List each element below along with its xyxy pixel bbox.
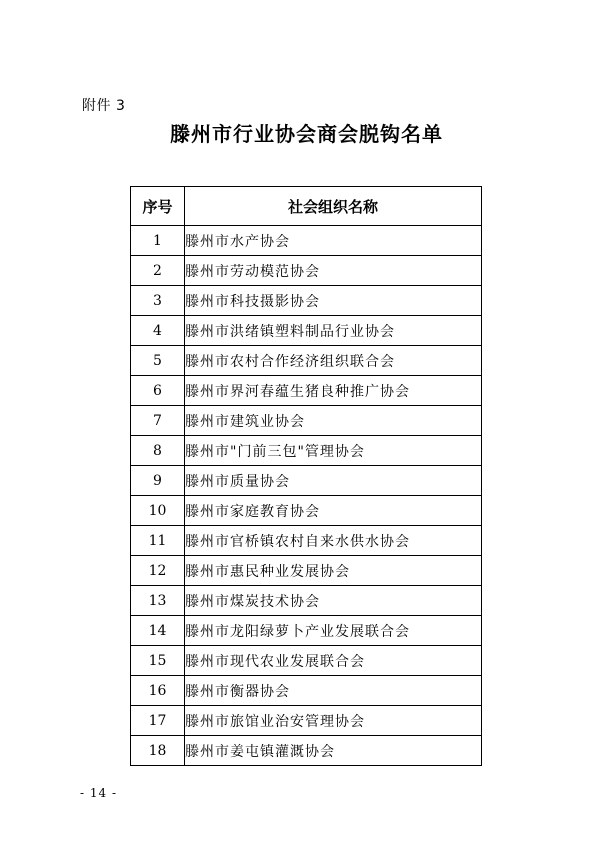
table-row <box>131 466 482 496</box>
organization-name: 滕州市"门前三包"管理协会 <box>185 436 482 466</box>
table-row <box>131 286 482 316</box>
organization-name: 滕州市家庭教育协会 <box>185 496 482 526</box>
organization-name: 滕州市旅馆业治安管理协会 <box>185 706 482 736</box>
table-row <box>131 706 482 736</box>
table-row <box>131 436 482 466</box>
row-number: 9 <box>131 466 185 496</box>
table-row <box>131 556 482 586</box>
table-row <box>131 526 482 556</box>
page-number: - 14 - <box>80 786 118 800</box>
row-number: 3 <box>131 286 185 316</box>
row-number: 14 <box>131 616 185 646</box>
organization-name: 滕州市煤炭技术协会 <box>185 586 482 616</box>
header-name: 社会组织名称 <box>185 187 482 226</box>
row-number: 18 <box>131 736 185 766</box>
table-row <box>131 496 482 526</box>
row-number: 2 <box>131 256 185 286</box>
document-title: 滕州市行业协会商会脱钩名单 <box>170 122 443 146</box>
organization-name: 滕州市姜屯镇灌溉协会 <box>185 736 482 766</box>
organization-table <box>130 186 482 766</box>
row-number: 6 <box>131 376 185 406</box>
organization-name: 滕州市衡器协会 <box>185 676 482 706</box>
organization-name: 滕州市农村合作经济组织联合会 <box>185 346 482 376</box>
organization-name: 滕州市水产协会 <box>185 226 482 256</box>
organization-name: 滕州市科技摄影协会 <box>185 286 482 316</box>
row-number: 5 <box>131 346 185 376</box>
table-row <box>131 346 482 376</box>
table-row <box>131 676 482 706</box>
table-row <box>131 586 482 616</box>
row-number: 8 <box>131 436 185 466</box>
table-row <box>131 646 482 676</box>
row-number: 7 <box>131 406 185 436</box>
organization-name: 滕州市龙阳绿萝卜产业发展联合会 <box>185 616 482 646</box>
table-row <box>131 616 482 646</box>
table-row <box>131 316 482 346</box>
row-number: 13 <box>131 586 185 616</box>
attachment-label: 附件 3 <box>82 98 126 114</box>
organization-name: 滕州市现代农业发展联合会 <box>185 646 482 676</box>
organization-name: 滕州市洪绪镇塑料制品行业协会 <box>185 316 482 346</box>
header-number: 序号 <box>131 187 185 226</box>
row-number: 17 <box>131 706 185 736</box>
row-number: 15 <box>131 646 185 676</box>
table-row <box>131 256 482 286</box>
row-number: 1 <box>131 226 185 256</box>
organization-name: 滕州市质量协会 <box>185 466 482 496</box>
table-header-row <box>131 187 482 226</box>
row-number: 11 <box>131 526 185 556</box>
row-number: 4 <box>131 316 185 346</box>
organization-name: 滕州市建筑业协会 <box>185 406 482 436</box>
organization-name: 滕州市劳动模范协会 <box>185 256 482 286</box>
row-number: 16 <box>131 676 185 706</box>
table-row <box>131 736 482 766</box>
table-row <box>131 226 482 256</box>
organization-name: 滕州市官桥镇农村自来水供水协会 <box>185 526 482 556</box>
table-row <box>131 406 482 436</box>
row-number: 10 <box>131 496 185 526</box>
row-number: 12 <box>131 556 185 586</box>
organization-name: 滕州市界河春蕴生猪良种推广协会 <box>185 376 482 406</box>
organization-name: 滕州市惠民种业发展协会 <box>185 556 482 586</box>
table-row <box>131 376 482 406</box>
